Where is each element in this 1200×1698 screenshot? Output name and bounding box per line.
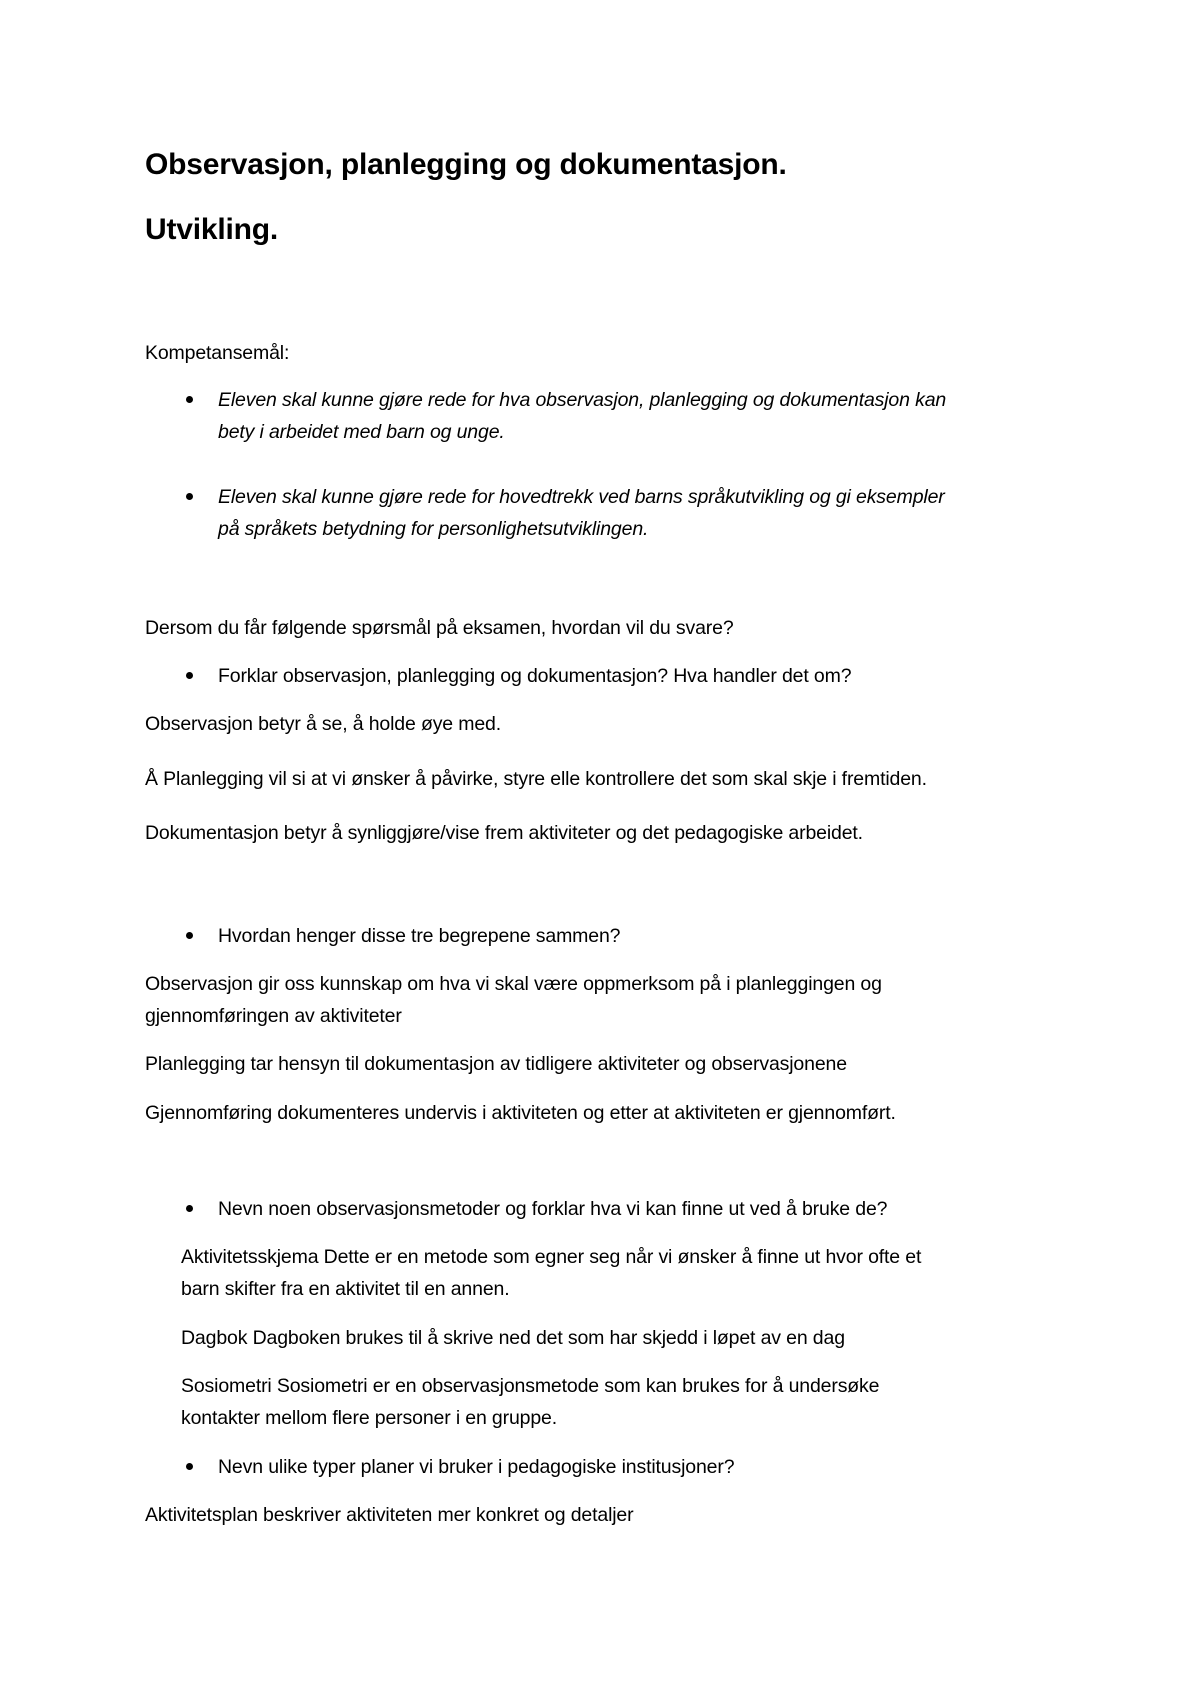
bullet-icon — [186, 1463, 193, 1470]
bullet-icon — [186, 672, 193, 679]
bullet-icon — [186, 396, 193, 403]
answer-1-line-2: Å Planlegging vil si at vi ønsker å påvirke, styre elle kontrollere det som skal skje i fremtiden. — [145, 768, 927, 790]
bullet-icon — [186, 493, 193, 500]
question-4: Nevn ulike typer planer vi bruker i pedagogiske institusjoner? — [218, 1456, 735, 1478]
answer-3-item-3b: kontakter mellom flere personer i en gruppe. — [181, 1407, 558, 1429]
answer-2-line-1a: Observasjon gir oss kunnskap om hva vi skal være oppmerksom på i planleggingen og — [145, 973, 882, 995]
intro-question: Dersom du får følgende spørsmål på eksamen, hvordan vil du svare? — [145, 617, 734, 639]
bullet-icon — [186, 1205, 193, 1212]
answer-3-item-1b: barn skifter fra en aktivitet til en annen. — [181, 1278, 510, 1300]
answer-3-item-2: Dagbok Dagboken brukes til å skrive ned det som har skjedd i løpet av en dag — [181, 1327, 845, 1349]
answer-2-line-1b: gjennomføringen av aktiviteter — [145, 1005, 402, 1027]
question-3: Nevn noen observasjonsmetoder og forklar hva vi kan finne ut ved å bruke de? — [218, 1198, 888, 1220]
goal-2-line-2: på språkets betydning for personlighetsutviklingen. — [218, 518, 649, 540]
question-2: Hvordan henger disse tre begrepene sammen? — [218, 925, 621, 947]
answer-4-line-1: Aktivitetsplan beskriver aktiviteten mer konkret og detaljer — [145, 1504, 634, 1526]
goal-1-line-2: bety i arbeidet med barn og unge. — [218, 421, 505, 443]
competence-label: Kompetansemål: — [145, 342, 290, 364]
goal-1-line-1: Eleven skal kunne gjøre rede for hva observasjon, planlegging og dokumentasjon kan — [218, 389, 947, 411]
bullet-icon — [186, 932, 193, 939]
document-title: Observasjon, planlegging og dokumentasjon. — [145, 148, 787, 181]
document-subtitle: Utvikling. — [145, 213, 279, 246]
answer-2-line-2: Planlegging tar hensyn til dokumentasjon av tidligere aktiviteter og observasjonene — [145, 1053, 847, 1075]
answer-1-line-1: Observasjon betyr å se, å holde øye med. — [145, 713, 502, 735]
goal-2-line-1: Eleven skal kunne gjøre rede for hovedtrekk ved barns språkutvikling og gi eksempler — [218, 486, 945, 508]
answer-1-line-3: Dokumentasjon betyr å synliggjøre/vise frem aktiviteter og det pedagogiske arbeidet. — [145, 822, 863, 844]
answer-2-line-3: Gjennomføring dokumenteres undervis i aktiviteten og etter at aktiviteten er gjennomført. — [145, 1102, 896, 1124]
question-1: Forklar observasjon, planlegging og dokumentasjon? Hva handler det om? — [218, 665, 852, 687]
answer-3-item-1a: Aktivitetsskjema Dette er en metode som egner seg når vi ønsker å finne ut hvor ofte et — [181, 1246, 922, 1268]
answer-3-item-3a: Sosiometri Sosiometri er en observasjonsmetode som kan brukes for å undersøke — [181, 1375, 880, 1397]
